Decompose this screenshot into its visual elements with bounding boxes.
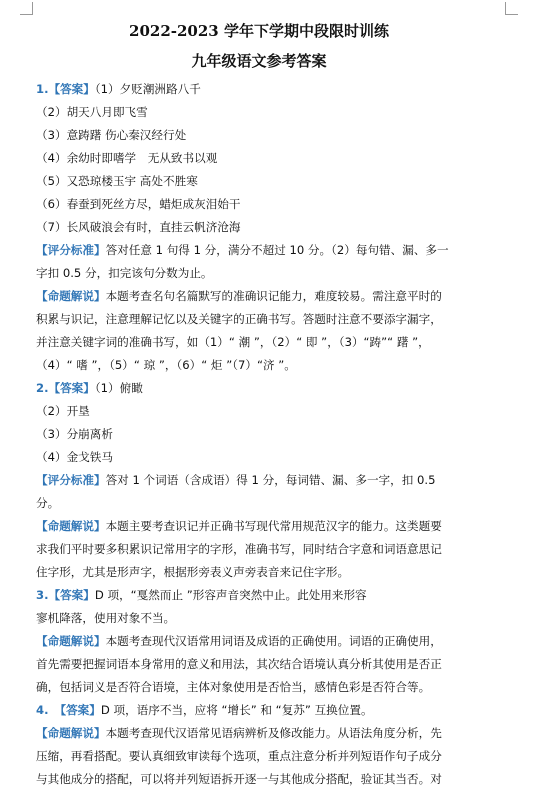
question-3 [36, 584, 482, 699]
analysis-text: 本题考查现代汉语常用词语及成语的正确使用。词语的正确使用， [105, 634, 442, 648]
question-3-answer-line [36, 584, 482, 607]
analysis-line [36, 515, 482, 538]
analysis-line [36, 285, 482, 308]
analysis-text: 本题考查名句名篇默写的准确识记能力，难度较易。需注意平时的 [105, 289, 442, 303]
answer-item: （1）夕贬潮洲路八千 [94, 82, 201, 96]
answer-item: （4）金戈铁马 [36, 450, 113, 464]
answer-tag: 【答案】 [48, 82, 95, 96]
analysis-text: 确，包括词义是否符合语境，主体对象使用是否恰当，感情色彩是否符合等。 [36, 680, 431, 694]
scoring-text: 字扣 0.5 分，扣完该句分数为止。 [36, 266, 213, 280]
answer-text: D 项，“戛然而止 ”形容声音突然中止。此处用来形容 [94, 588, 367, 602]
answer-item: （4）余幼时即嗜学 无从致书以观 [36, 151, 218, 165]
analysis-tag: 【命题解说】 [36, 634, 106, 648]
answer-tag: 【答案】 [54, 703, 101, 717]
answer-item: （7）长风破浪会有时，直挂云帆济沧海 [36, 220, 241, 234]
scoring-text: 答对任意 1 句得 1 分，满分不超过 10 分。（2）每句错、漏、多一 [105, 243, 449, 257]
answer-tag: 【答案】 [48, 588, 95, 602]
analysis-text: 与其他成分的搭配，可以将并列短语拆开逐一与其他成分搭配，验证其当否。对 [36, 772, 442, 786]
question-4-answer-line [36, 699, 482, 722]
analysis-text: 求我们平时要多积累识记常用字的字形，准确书写，同时结合字意和词语意思记 [36, 542, 442, 556]
analysis-tag: 【命题解说】 [36, 726, 106, 740]
question-number: 1. [36, 82, 49, 96]
analysis-tag: 【命题解说】 [36, 519, 106, 533]
answer-item: （3）分崩离析 [36, 427, 113, 441]
answer-item: （2）开垦 [36, 404, 90, 418]
question-number: 3. [36, 588, 49, 602]
question-2 [36, 377, 482, 584]
question-1 [36, 78, 482, 377]
answer-document [36, 20, 482, 791]
question-4 [36, 699, 482, 791]
analysis-text: 本题考查现代汉语常见语病辨析及修改能力。从语法角度分析，先 [105, 726, 442, 740]
answer-item: （5）又恐琼楼玉宇 高处不胜寒 [36, 174, 198, 188]
scoring-tag: 【评分标准】 [36, 243, 106, 257]
document-title: 2022-2023 学年下学期中段限时训练 [129, 22, 389, 40]
analysis-line [36, 722, 482, 745]
analysis-text: 首先需要把握词语本身常用的意义和用法，其次结合语境认真分析其使用是否正 [36, 657, 442, 671]
scoring-text: 答对 1 个词语（含成语）得 1 分，每词错、漏、多一字，扣 0.5 [105, 473, 436, 487]
scoring-line [36, 239, 482, 262]
answer-text: D 项，语序不当，应将 “增长” 和 “复苏” 互换位置。 [100, 703, 373, 717]
scoring-line [36, 469, 482, 492]
analysis-line [36, 630, 482, 653]
crop-mark-top-right [505, 2, 518, 15]
question-2-answer-line [36, 377, 482, 400]
analysis-text: 住字形，尤其是形声字，根据形旁表义声旁表音来记住字形。 [36, 565, 350, 579]
analysis-tag: 【命题解说】 [36, 289, 106, 303]
answer-item: （3）意踌躇 伤心秦汉经行处 [36, 128, 187, 142]
scoring-text: 分。 [36, 496, 60, 510]
answer-item: （2）胡天八月即飞雪 [36, 105, 148, 119]
analysis-text: 本题主要考查识记并正确书写现代常用规范汉字的能力。这类题要 [105, 519, 442, 533]
analysis-text: 压缩，再看搭配。要认真细致审读每个选项，重点注意分析并列短语作句子成分 [36, 749, 442, 763]
answer-item: （1）俯瞰 [94, 381, 143, 395]
analysis-text: （4）“ 嗜 ”，（5）“ 琼 ”，（6）“ 炬 ”（7）“济 ”。 [36, 358, 296, 372]
scoring-tag: 【评分标准】 [36, 473, 106, 487]
analysis-text: 并注意关键字词的准确书写，如（1）“ 潮 ”，（2）“ 即 ”，（3）“踌”“ 躇 ”， [36, 335, 430, 349]
answer-text: 寥机降落，使用对象不当。 [36, 611, 176, 625]
answer-item: （6）春蚕到死丝方尽，蜡炬成灰泪始干 [36, 197, 241, 211]
crop-mark-top-left [20, 2, 33, 15]
document-subtitle: 九年级语文参考答案 [191, 52, 327, 70]
analysis-text: 积累与识记，注意理解记忆以及关键字的正确书写。答题时注意不要添字漏字， [36, 312, 442, 326]
answer-tag: 【答案】 [48, 381, 95, 395]
question-number: 2. [36, 381, 49, 395]
question-number: 4. [36, 703, 49, 717]
question-1-answer-line [36, 78, 482, 101]
